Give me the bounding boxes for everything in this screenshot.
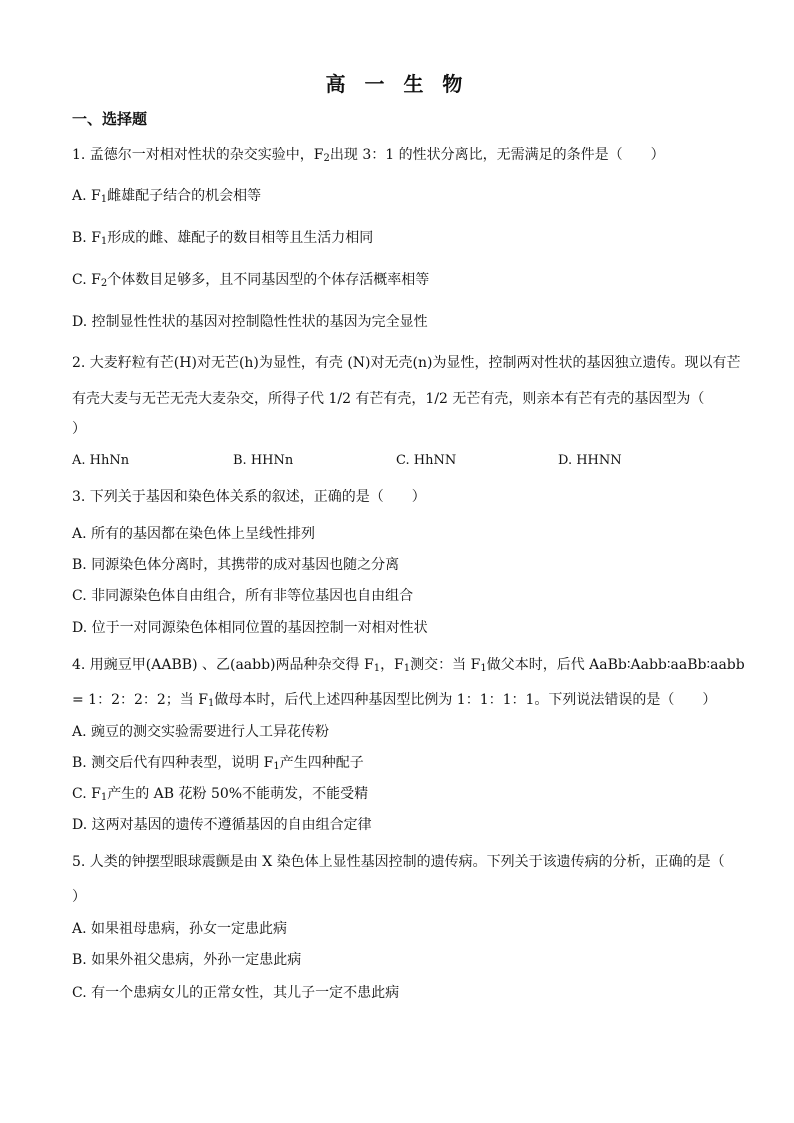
q1-stem: 1. 孟德尔一对相对性状的杂交实验中，$F_2$出现 3：1 的性状分离比，无需满足的条件是（ ）	[72, 147, 665, 164]
q4-option-a: A. 豌豆的测交实验需要进行人工异花传粉	[72, 724, 330, 740]
q5-option-a: A. 如果祖母患病，孙女一定患此病	[72, 921, 288, 937]
q3-option-c: C. 非同源染色体自由组合，所有非等位基因也自由组合	[72, 588, 414, 604]
q5-stem-line1: 5. 人类的钟摆型眼球震颤是由 X 染色体上显性基因控制的遗传病。下列关于该遗传病的分析，正确的是（	[72, 854, 725, 870]
q3-option-a: A. 所有的基因都在染色体上呈线性排列	[72, 526, 316, 542]
q2-option-c: C. HhNN	[396, 453, 457, 468]
q2-option-b: B. HHNn	[233, 453, 294, 468]
section-heading: 一、选择题	[72, 110, 148, 128]
q1-option-d: D. 控制显性性状的基因对控制隐性性状的基因为完全显性	[72, 314, 428, 330]
q3-option-b: B. 同源染色体分离时，其携带的成对基因也随之分离	[72, 557, 400, 573]
q2-option-d: D. HHNN	[558, 453, 622, 468]
q4-stem-line1: 4. 用豌豆甲(AABB) 、乙(aabb)两品种杂交得 $F_1$，$F_1$测交：当 $F_1$做父本时，后代 AaBb∶Aabb∶aaBb∶aabb	[72, 657, 745, 674]
q3-stem: 3. 下列关于基因和染色体关系的叙述，正确的是（ ）	[72, 489, 426, 505]
q1-option-c: C. $F_2$个体数目足够多，且不同基因型的个体存活概率相等	[72, 272, 430, 289]
q2-stem-line3: ）	[72, 421, 86, 437]
q1-option-a: A. $F_1$雌雄配子结合的机会相等	[72, 188, 262, 205]
q2-option-a: A. HhNn	[72, 453, 130, 468]
q5-option-c: C. 有一个患病女儿的正常女性，其儿子一定不患此病	[72, 985, 400, 1001]
q5-option-b: B. 如果外祖父患病，外孙一定患此病	[72, 952, 302, 968]
q2-stem-line1: 2. 大麦籽粒有芒(H)对无芒(h)为显性，有壳 (N)对无壳(n)为显性，控制两对性状的基因独立遗传。现以有芒	[72, 355, 741, 371]
q2-stem-line2: 有壳大麦与无芒无壳大麦杂交，所得子代 1/2 有芒有壳，1/2 无芒有壳，则亲本有芒有壳的基因型为（	[72, 391, 705, 407]
q4-stem-line2: = 1：2：2：2；当 $F_1$做母本时，后代上述四种基因型比例为 1：1：1：1。下列说法错误的是（ ）	[72, 692, 717, 709]
q5-stem-line2: ）	[72, 889, 86, 905]
q4-option-b: B. 测交后代有四种表型，说明 $F_1$产生四种配子	[72, 755, 364, 772]
q4-option-d: D. 这两对基因的遗传不遵循基因的自由组合定律	[72, 817, 372, 833]
page-title: 高 一 生 物	[325, 72, 469, 96]
q1-option-b: B. $F_1$形成的雌、雄配子的数目相等且生活力相同	[72, 230, 374, 247]
q3-option-d: D. 位于一对同源染色体相同位置的基因控制一对相对性状	[72, 620, 428, 636]
q4-option-c: C. $F_1$产生的 AB 花粉 50%不能萌发，不能受精	[72, 786, 369, 803]
